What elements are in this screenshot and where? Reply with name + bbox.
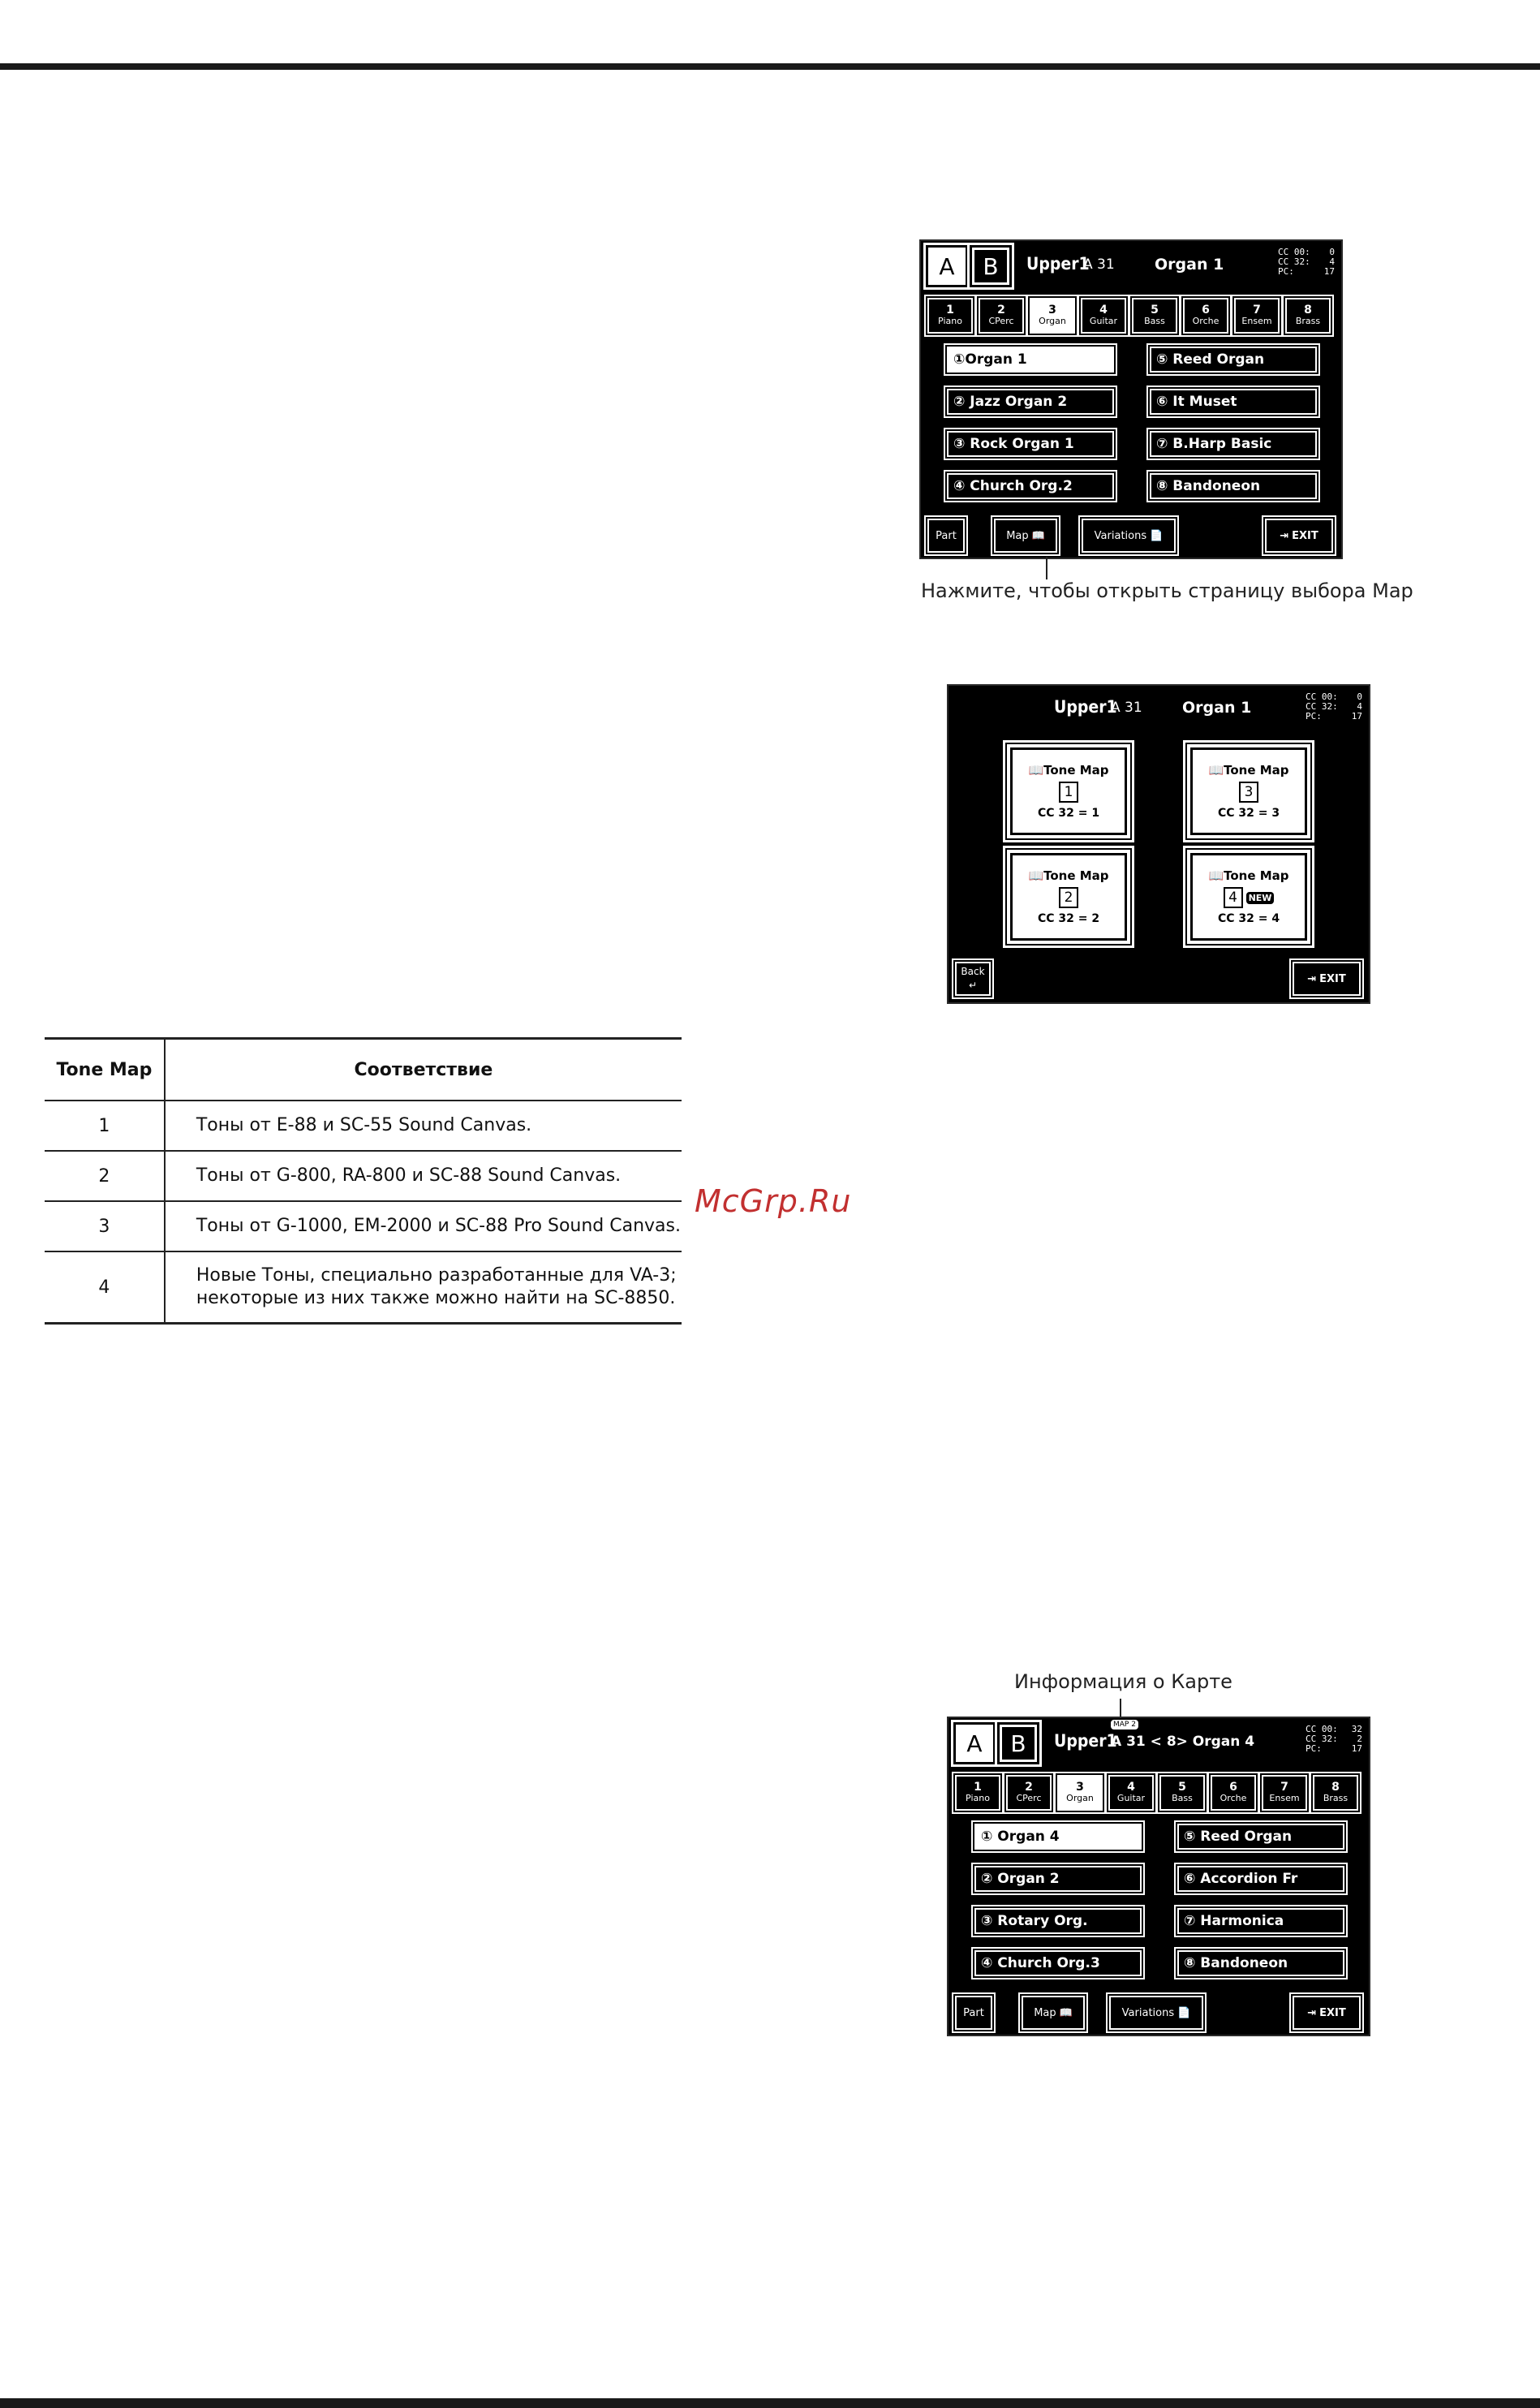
tone-slot-7[interactable]: ⑦ Harmonica <box>1177 1908 1344 1934</box>
exit-icon: ⇥ <box>1307 972 1317 985</box>
tone-slot-2[interactable]: ② Jazz Organ 2 <box>947 389 1114 415</box>
new-badge: NEW <box>1246 892 1275 904</box>
tone-slot-5[interactable]: ⑤ Reed Organ <box>1177 1824 1344 1850</box>
tone-slot-3[interactable]: ③ Rock Organ 1 <box>947 431 1114 457</box>
ab-button-b[interactable]: B <box>1000 1725 1037 1762</box>
tone-map-2-button[interactable]: 📖Tone Map 2 CC 32 = 2 <box>1010 853 1127 941</box>
exit-button[interactable]: ⇥ EXIT <box>1265 519 1333 553</box>
category-guitar[interactable]: 4 Guitar <box>1108 1775 1154 1811</box>
tone-slot-4[interactable]: ④ Church Org.3 <box>974 1950 1142 1976</box>
cc-readout: CC 00: 0 CC 32: 4 PC: 17 <box>1306 691 1362 722</box>
variations-button[interactable]: Variations 📄 <box>1082 519 1176 553</box>
cc-readout: CC 00: 0 CC 32: 4 PC: 17 <box>1278 247 1335 277</box>
category-tabs <box>955 1775 1358 1811</box>
table-row <box>45 1201 682 1251</box>
tone-slot-6[interactable]: ⑥ Accordion Fr <box>1177 1866 1344 1892</box>
tone-map-description: Новые Тоны, специально разработанные для VA-3; некоторые из них также можно найти на SC-8850. <box>165 1251 682 1324</box>
tone-map-number: 3 <box>45 1201 165 1251</box>
bank-number: A 31 <box>1083 256 1115 273</box>
tone-select-screen-map2 <box>947 1717 1370 2036</box>
map-button[interactable]: Map 📖 <box>994 519 1057 553</box>
tone-slot-1[interactable]: ①Organ 1 <box>947 347 1114 373</box>
tone-map-number: 1 <box>45 1101 165 1151</box>
ab-button-a[interactable]: A <box>928 248 966 285</box>
caption-leader-line <box>1046 557 1047 579</box>
category-organ[interactable]: 3 Organ <box>1057 1775 1103 1811</box>
part-button[interactable]: Part <box>955 1996 992 2030</box>
tone-map-table <box>45 1037 682 1325</box>
category-ensem[interactable]: 7 Ensem <box>1262 1775 1307 1811</box>
book-icon: 📖 <box>1028 868 1044 883</box>
watermark: McGrp.Ru <box>695 1183 852 1219</box>
tone-slot-6[interactable]: ⑥ It Muset <box>1150 389 1317 415</box>
tone-slot-8[interactable]: ⑧ Bandoneon <box>1150 473 1317 499</box>
book-icon: 📖 <box>1208 868 1224 883</box>
tone-slot-8[interactable]: ⑧ Bandoneon <box>1177 1950 1344 1976</box>
exit-icon: ⇥ <box>1307 2006 1317 2019</box>
tone-map-description: Тоны от E-88 и SC-55 Sound Canvas. <box>165 1101 682 1151</box>
part-button[interactable]: Part <box>927 519 965 553</box>
tone-slot-2[interactable]: ② Organ 2 <box>974 1866 1142 1892</box>
ab-button-a[interactable]: A <box>956 1725 993 1762</box>
tone-name: Organ 1 <box>1155 256 1224 274</box>
category-piano[interactable]: 1 Piano <box>927 298 973 334</box>
category-brass[interactable]: 8 Brass <box>1285 298 1331 334</box>
table-header-row <box>45 1039 682 1101</box>
page-icon: 📄 <box>1150 529 1164 542</box>
category-orche[interactable]: 6 Orche <box>1211 1775 1256 1811</box>
bank-number: A 31 <box>1111 700 1142 716</box>
category-tabs <box>927 298 1331 334</box>
top-rule <box>0 63 1540 70</box>
back-button[interactable]: Back ↵ <box>955 962 991 996</box>
column-header-correspondence: Соответствие <box>165 1039 682 1101</box>
book-icon: 📖 <box>1028 763 1044 778</box>
map-info-caption: Информация о Карте <box>1014 1670 1232 1693</box>
tone-name: Organ 1 <box>1182 699 1252 717</box>
bank-and-tone: A 31 < 8> Organ 4 <box>1111 1734 1255 1750</box>
map-button-caption: Нажмите, чтобы открыть страницу выбора Map <box>921 579 1413 602</box>
category-cperc[interactable]: 2 CPerc <box>1006 1775 1052 1811</box>
exit-button[interactable]: ⇥ EXIT <box>1293 962 1361 996</box>
category-bass[interactable]: 5 Bass <box>1132 298 1177 334</box>
category-piano[interactable]: 1 Piano <box>955 1775 1000 1811</box>
tone-map-description: Тоны от G-800, RA-800 и SC-88 Sound Canvas. <box>165 1151 682 1201</box>
ab-button-b[interactable]: B <box>972 248 1009 285</box>
map-badge: MAP 2 <box>1111 1720 1138 1730</box>
category-brass[interactable]: 8 Brass <box>1313 1775 1358 1811</box>
book-icon: 📖 <box>1031 529 1045 542</box>
bottom-rule <box>0 2398 1540 2408</box>
category-orche[interactable]: 6 Orche <box>1183 298 1228 334</box>
tone-slot-3[interactable]: ③ Rotary Org. <box>974 1908 1142 1934</box>
category-ensem[interactable]: 7 Ensem <box>1234 298 1280 334</box>
column-header-tone-map: Tone Map <box>45 1039 165 1101</box>
tone-slot-7[interactable]: ⑦ B.Harp Basic <box>1150 431 1317 457</box>
caption-leader-line <box>1120 1699 1121 1718</box>
tone-map-4-button[interactable]: 📖Tone Map 4 NEW CC 32 = 4 <box>1190 853 1307 941</box>
tone-map-description: Тоны от G-1000, EM-2000 и SC-88 Pro Sound Canvas. <box>165 1201 682 1251</box>
map-select-screen <box>947 684 1370 1004</box>
table-row <box>45 1251 682 1324</box>
table-row <box>45 1101 682 1151</box>
variations-button[interactable]: Variations 📄 <box>1109 1996 1203 2030</box>
part-name: Upper1 <box>1054 697 1117 717</box>
return-arrow-icon: ↵ <box>968 980 978 991</box>
category-cperc[interactable]: 2 CPerc <box>979 298 1024 334</box>
tone-map-number: 2 <box>45 1151 165 1201</box>
part-name: Upper1 <box>1054 1731 1117 1751</box>
tone-select-screen <box>919 239 1343 559</box>
tone-slot-1[interactable]: ① Organ 4 <box>974 1824 1142 1850</box>
map-button[interactable]: Map 📖 <box>1022 1996 1085 2030</box>
category-organ[interactable]: 3 Organ <box>1030 298 1075 334</box>
category-bass[interactable]: 5 Bass <box>1159 1775 1205 1811</box>
exit-icon: ⇥ <box>1280 529 1289 542</box>
table-row <box>45 1151 682 1201</box>
cc-readout: CC 00: 32 CC 32: 2 PC: 17 <box>1306 1724 1362 1754</box>
tone-map-1-button[interactable]: 📖Tone Map 1 CC 32 = 1 <box>1010 747 1127 835</box>
tone-slot-4[interactable]: ④ Church Org.2 <box>947 473 1114 499</box>
category-guitar[interactable]: 4 Guitar <box>1081 298 1126 334</box>
tone-map-number: 4 <box>45 1251 165 1324</box>
tone-map-3-button[interactable]: 📖Tone Map 3 CC 32 = 3 <box>1190 747 1307 835</box>
page-icon: 📄 <box>1177 2006 1191 2019</box>
exit-button[interactable]: ⇥ EXIT <box>1293 1996 1361 2030</box>
book-icon: 📖 <box>1208 763 1224 778</box>
book-icon: 📖 <box>1059 2006 1073 2019</box>
tone-slot-5[interactable]: ⑤ Reed Organ <box>1150 347 1317 373</box>
part-name: Upper1 <box>1026 254 1090 274</box>
